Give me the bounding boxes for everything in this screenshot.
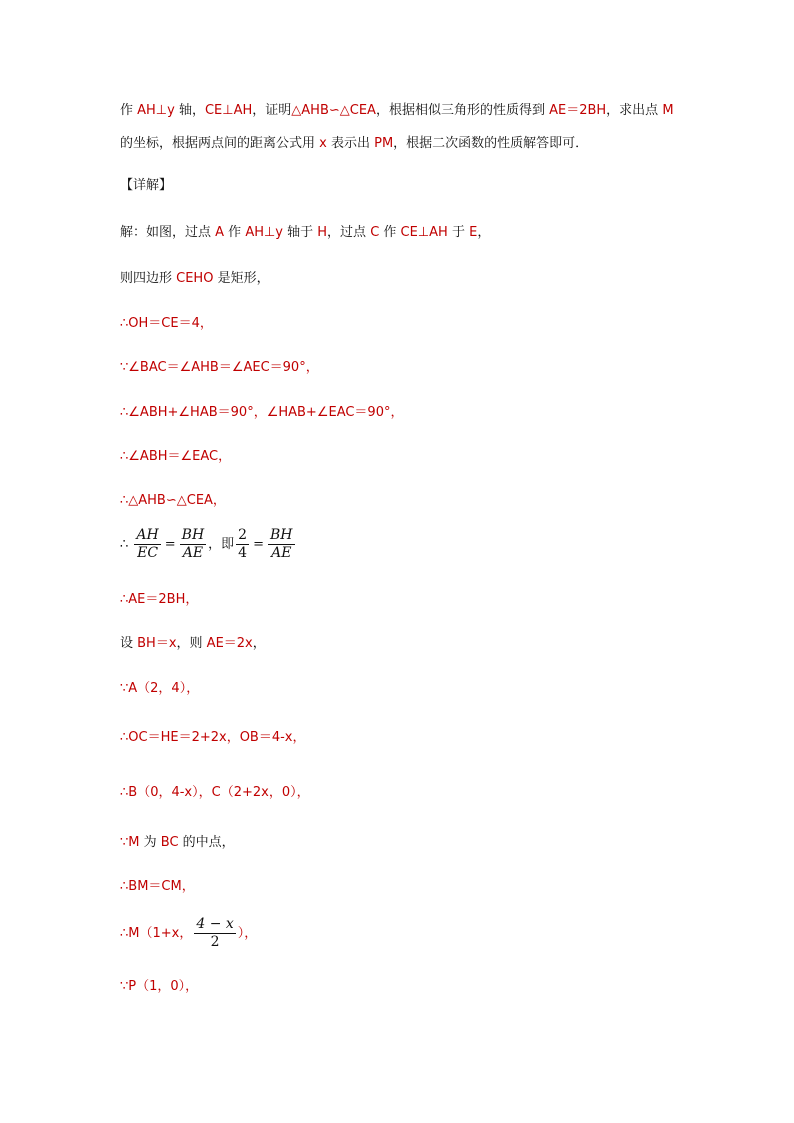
numerator: 2 (238, 527, 248, 543)
denominator: AE (271, 545, 292, 561)
text-red: BH＝x (137, 636, 177, 651)
text-red: H (317, 225, 328, 240)
text: ， (477, 225, 491, 240)
text-red: BC (160, 835, 179, 850)
step-3: ∴OH＝CE＝4， (120, 316, 213, 331)
step-16 (120, 916, 257, 951)
text-red: △AHB∽△CEA (291, 103, 376, 118)
text-red: CE⊥AH (204, 103, 253, 118)
text: 的坐标，根据两点间的距离公式用 (120, 136, 320, 151)
text: 轴于 (283, 225, 318, 240)
text-red: AE＝2x (206, 636, 253, 651)
text: ，根据相似三角形的性质得到 (375, 103, 550, 118)
step-12: ∴OC＝HE＝2+2x，OB＝4-x， (120, 730, 306, 745)
fraction-ah-ec (134, 527, 160, 562)
step-9: ∴AE＝2BH， (120, 592, 199, 607)
text-red: PM (374, 136, 394, 151)
fraction-4-minus-x-over-2 (194, 916, 235, 951)
step-14 (120, 835, 235, 851)
text: ，根据二次函数的性质解答即可． (393, 136, 589, 151)
analysis-line-2 (120, 136, 588, 152)
text-red: x (319, 136, 327, 151)
text: 作 (379, 225, 401, 240)
text-red: AE＝2BH (549, 103, 607, 118)
text-red: A (215, 225, 225, 240)
text-red: C (370, 225, 380, 240)
text-red: CE⊥AH (400, 225, 448, 240)
text-red: AH⊥y (245, 225, 283, 240)
denominator: AE (182, 545, 204, 561)
step-15: ∴BM＝CM， (120, 879, 195, 894)
text: ，证明 (252, 103, 292, 118)
text: 是矩形， (213, 271, 270, 286)
text: ）， (237, 926, 258, 941)
text: 设 (120, 636, 138, 651)
step-5: ∴∠ABH+∠HAB＝90°，∠HAB+∠EAC＝90°， (120, 405, 404, 420)
step-6: ∴∠ABH＝∠EAC， (120, 449, 232, 464)
text-red: CEHO (176, 271, 214, 286)
text: ， (252, 636, 266, 651)
denominator: 2 (210, 934, 220, 950)
text: 则四边形 (120, 271, 177, 286)
denominator: 4 (238, 545, 248, 561)
therefore-symbol: ∴ (120, 537, 129, 552)
step-8-equation (120, 527, 297, 562)
text: 表示出 (326, 136, 375, 151)
step-7: ∴△AHB∽△CEA， (120, 493, 226, 508)
text: 解：如图，过点 (120, 225, 216, 240)
text: ∴M（1+x， (120, 926, 193, 941)
numerator: BH (270, 527, 293, 543)
equals-sign: = (253, 537, 264, 552)
text: 作 (224, 225, 246, 240)
fraction-bh-ae-2 (268, 527, 295, 562)
step-17: ∵P（1，0）， (120, 979, 199, 994)
text-red: M (662, 103, 674, 118)
step-11: ∵A（2，4）， (120, 681, 200, 696)
step-4: ∵∠BAC＝∠AHB＝∠AEC＝90°， (120, 360, 319, 375)
text-red: E (469, 225, 478, 240)
text: 的中点， (178, 835, 235, 850)
text: 为 (139, 835, 161, 850)
numerator: BH (181, 527, 205, 543)
step-13: ∴B（0，4-x），C（2+2x，0）， (120, 785, 310, 800)
fraction-bh-ae (180, 527, 207, 562)
numerator: AH (136, 527, 159, 543)
denominator: EC (137, 545, 159, 561)
text: ，则 (176, 636, 207, 651)
analysis-line-1 (120, 103, 674, 119)
text: 作 (120, 103, 138, 118)
text: ，求出点 (606, 103, 663, 118)
section-title: 【详解】 (120, 178, 173, 193)
step-1 (120, 225, 490, 241)
text-red: AH⊥y (137, 103, 175, 118)
numerator: 4 − x (196, 916, 234, 932)
text: 轴， (174, 103, 205, 118)
equals-sign: = (164, 537, 176, 552)
text: ，过点 (327, 225, 371, 240)
fraction-2-4 (236, 527, 249, 562)
step-10 (120, 636, 266, 652)
text: 于 (447, 225, 470, 240)
text-red: ∵M (120, 835, 140, 850)
text: ，即 (208, 537, 235, 552)
step-2 (120, 271, 270, 287)
